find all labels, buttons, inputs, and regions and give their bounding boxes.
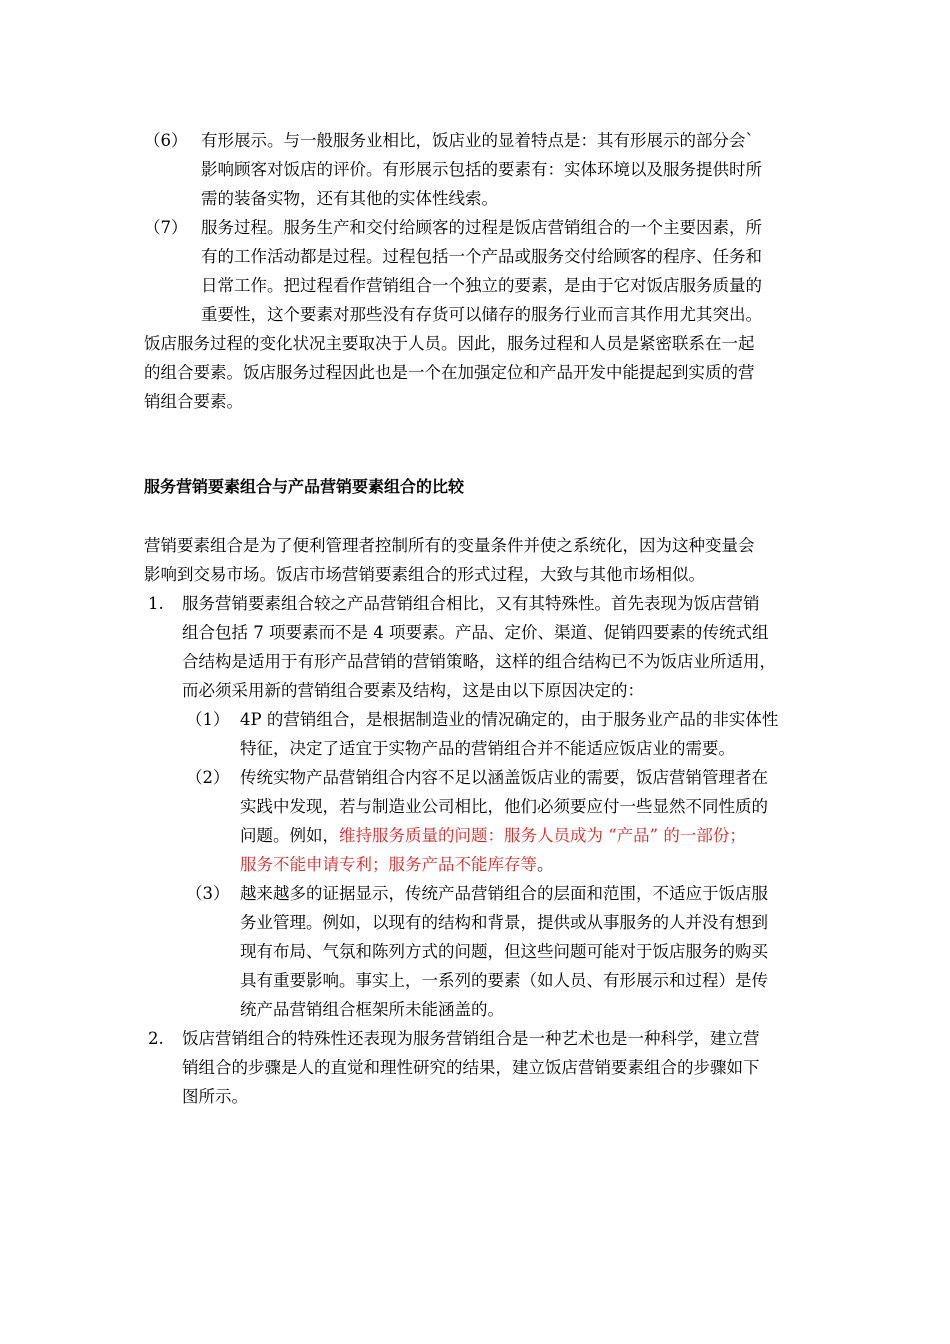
sub-3-line: 现有布局、气氛和陈列方式的问题，但这些问题可能对于饭店服务的购买	[240, 942, 768, 961]
point-2-line: 图所示。	[182, 1087, 248, 1106]
item-7-line: 日常工作。把过程看作营销组合一个独立的要素，是由于它对饭店服务质量的	[201, 276, 762, 295]
highlighted-text: 服务不能申请专利；服务产品不能库存等	[240, 855, 537, 874]
sub-3-line: 务业管理。例如，以现有的结构和背景，提供或从事服务的人并没有想到	[240, 913, 768, 932]
body-paragraph-line: 饭店服务过程的变化状况主要取决于人员。因此，服务过程和人员是紧密联系在一起	[144, 334, 755, 353]
sub-2-text: 。	[537, 855, 554, 874]
point-1-line: 服务营销要素组合较之产品营销组合相比，又有其特殊性。首先表现为饭店营销	[182, 594, 760, 613]
intro-line: 营销要素组合是为了便利管理者控制所有的变量条件并使之系统化，因为这种变量会	[144, 536, 755, 555]
item-6-line: 影响顾客对饭店的评价。有形展示包括的要素有：实体环境以及服务提供时所	[201, 160, 762, 179]
sub-2-text: 问题。例如，	[240, 826, 339, 845]
body-paragraph-line: 销组合要素。	[144, 392, 243, 411]
highlighted-text: 维持服务质量的问题：服务人员成为 “产品” 的一部份；	[339, 826, 746, 845]
sub-2-line	[240, 855, 554, 875]
item-7-marker: （7）	[144, 218, 188, 237]
sub-3-line: 具有重要影响。事实上，一系列的要素（如人员、有形展示和过程）是传	[240, 971, 768, 990]
point-2-line: 销组合的步骤是人的直觉和理性研究的结果，建立饭店营销要素组合的步骤如下	[182, 1058, 760, 1077]
item-7-line: 有的工作活动都是过程。过程包括一个产品或服务交付给顾客的程序、任务和	[201, 247, 762, 266]
item-6-line: 有形展示。与一般服务业相比，饭店业的显着特点是：其有形展示的部分会`	[201, 131, 754, 150]
sub-1-marker: （1）	[186, 710, 230, 729]
item-6-marker: （6）	[144, 131, 188, 150]
sub-2-line: 实践中发现，若与制造业公司相比，他们必须要应付一些显然不同性质的	[240, 797, 768, 816]
sub-2-line: 传统实物产品营销组合内容不足以涵盖饭店业的需要，饭店营销管理者在	[240, 768, 768, 787]
item-6-line: 需的装备实物，还有其他的实体性线索。	[201, 189, 498, 208]
item-7-line: 重要性，这个要素对那些没有存货可以储存的服务行业而言其作用尤其突出。	[201, 305, 762, 324]
sub-2-line	[240, 826, 746, 846]
point-1-marker: 1.	[148, 594, 164, 613]
intro-line: 影响到交易市场。饭店市场营销要素组合的形式过程，大致与其他市场相似。	[144, 565, 705, 584]
point-2-marker: 2.	[148, 1029, 164, 1048]
sub-1-line: 4P 的营销组合，是根据制造业的情况确定的，由于服务业产品的非实体性	[240, 710, 779, 729]
body-paragraph-line: 的组合要素。饭店服务过程因此也是一个在加强定位和产品开发中能提起到实质的营	[144, 363, 755, 382]
sub-3-marker: （3）	[186, 884, 230, 903]
sub-1-line: 特征，决定了适宜于实物产品的营销组合并不能适应饭店业的需要。	[240, 739, 735, 758]
point-1-line: 合结构是适用于有形产品营销的营销策略，这样的组合结构已不为饭店业所适用，	[182, 652, 776, 671]
sub-3-line: 统产品营销组合框架所未能涵盖的。	[240, 1000, 504, 1019]
point-2-line: 饭店营销组合的特殊性还表现为服务营销组合是一种艺术也是一种科学，建立营	[182, 1029, 760, 1048]
section-heading: 服务营销要素组合与产品营销要素组合的比较	[144, 477, 465, 496]
sub-3-line: 越来越多的证据显示，传统产品营销组合的层面和范围，不适应于饭店服	[240, 884, 768, 903]
sub-2-marker: （2）	[186, 768, 230, 787]
item-7-line: 服务过程。服务生产和交付给顾客的过程是饭店营销组合的一个主要因素，所	[201, 218, 762, 237]
point-1-line: 组合包括 7 项要素而不是 4 项要素。产品、定价、渠道、促销四要素的传统式组	[182, 623, 769, 642]
point-1-line: 而必须采用新的营销组合要素及结构，这是由以下原因决定的：	[182, 681, 644, 700]
